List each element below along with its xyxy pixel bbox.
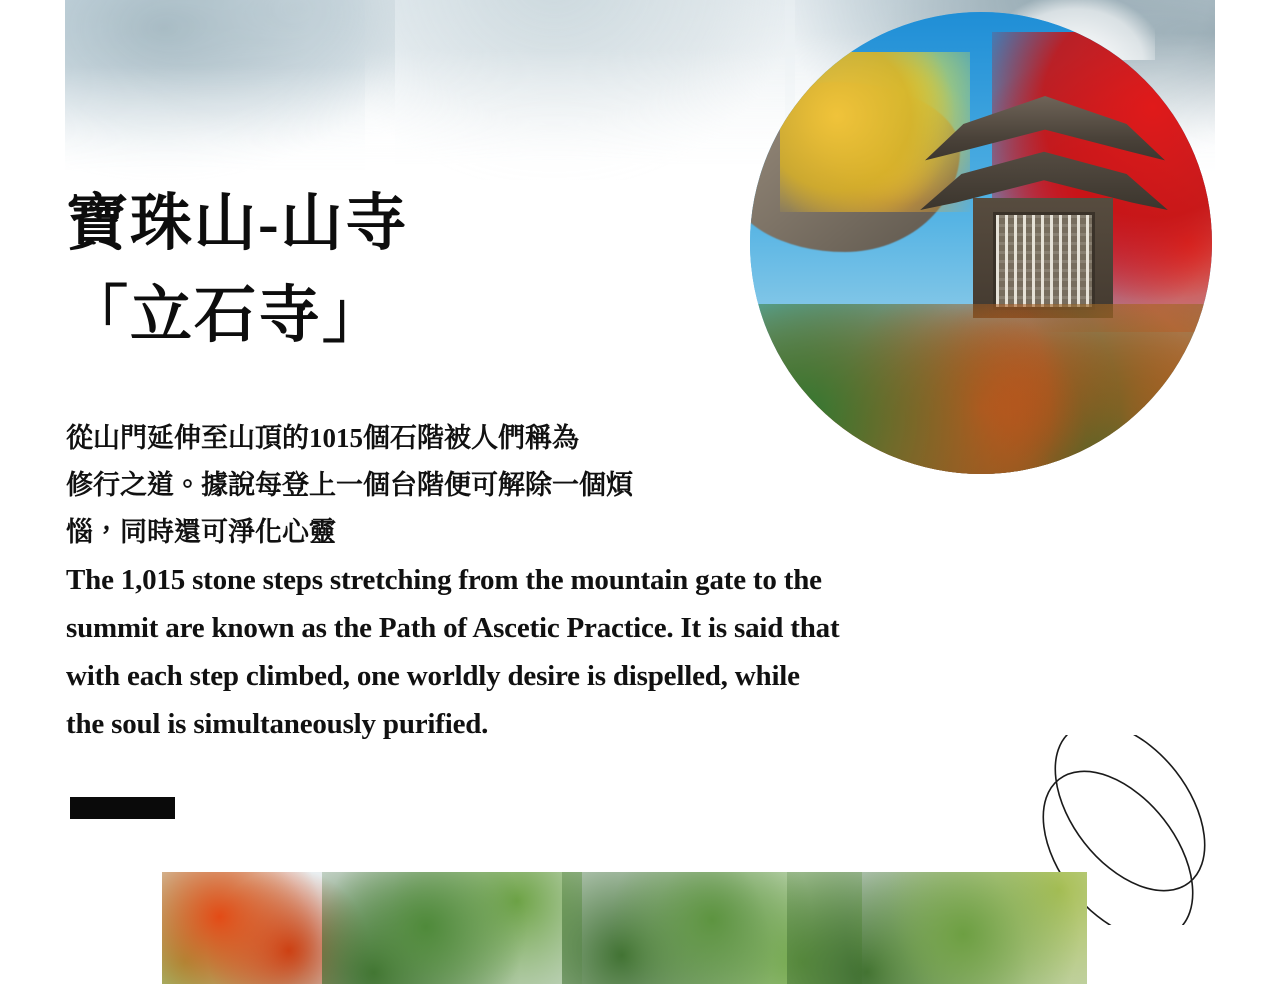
paragraph-zh-line-3: 惱，同時還可淨化心靈 xyxy=(66,517,336,547)
paragraph-zh-line-1: 從山門延伸至山頂的1015個石階被人們稱為 xyxy=(66,423,579,453)
paragraph-en-line-4: the soul is simultaneously purified. xyxy=(66,708,489,740)
title-line-1: 寶珠山-山寺 xyxy=(66,190,409,258)
title-line-2: 「立石寺」 xyxy=(66,282,387,350)
photo-temple-structure xyxy=(915,90,1175,340)
bottom-photo-trees-left xyxy=(322,872,582,984)
paragraph-en-line-1: The 1,015 stone steps stretching from the mountain gate to the xyxy=(66,564,822,596)
circle-temple-photo xyxy=(750,12,1212,474)
paragraph-en-line-2: summit are known as the Path of Ascetic Practice. It is said that xyxy=(66,612,840,644)
paragraph-zh-line-2: 修行之道。據說每登上一個台階便可解除一個煩 xyxy=(66,470,633,500)
bottom-photo-trees-right xyxy=(787,872,1087,984)
section-rule xyxy=(70,797,175,819)
page-title xyxy=(66,178,766,362)
bottom-forest-photo xyxy=(162,872,1087,984)
paragraph-en-line-3: with each step climbed, one worldly desire is dispelled, while xyxy=(66,660,800,692)
temple-lattice-window xyxy=(993,212,1095,310)
body-text xyxy=(66,415,1076,748)
banner-cliff-left xyxy=(65,0,395,180)
banner-cliff-center xyxy=(365,0,785,180)
